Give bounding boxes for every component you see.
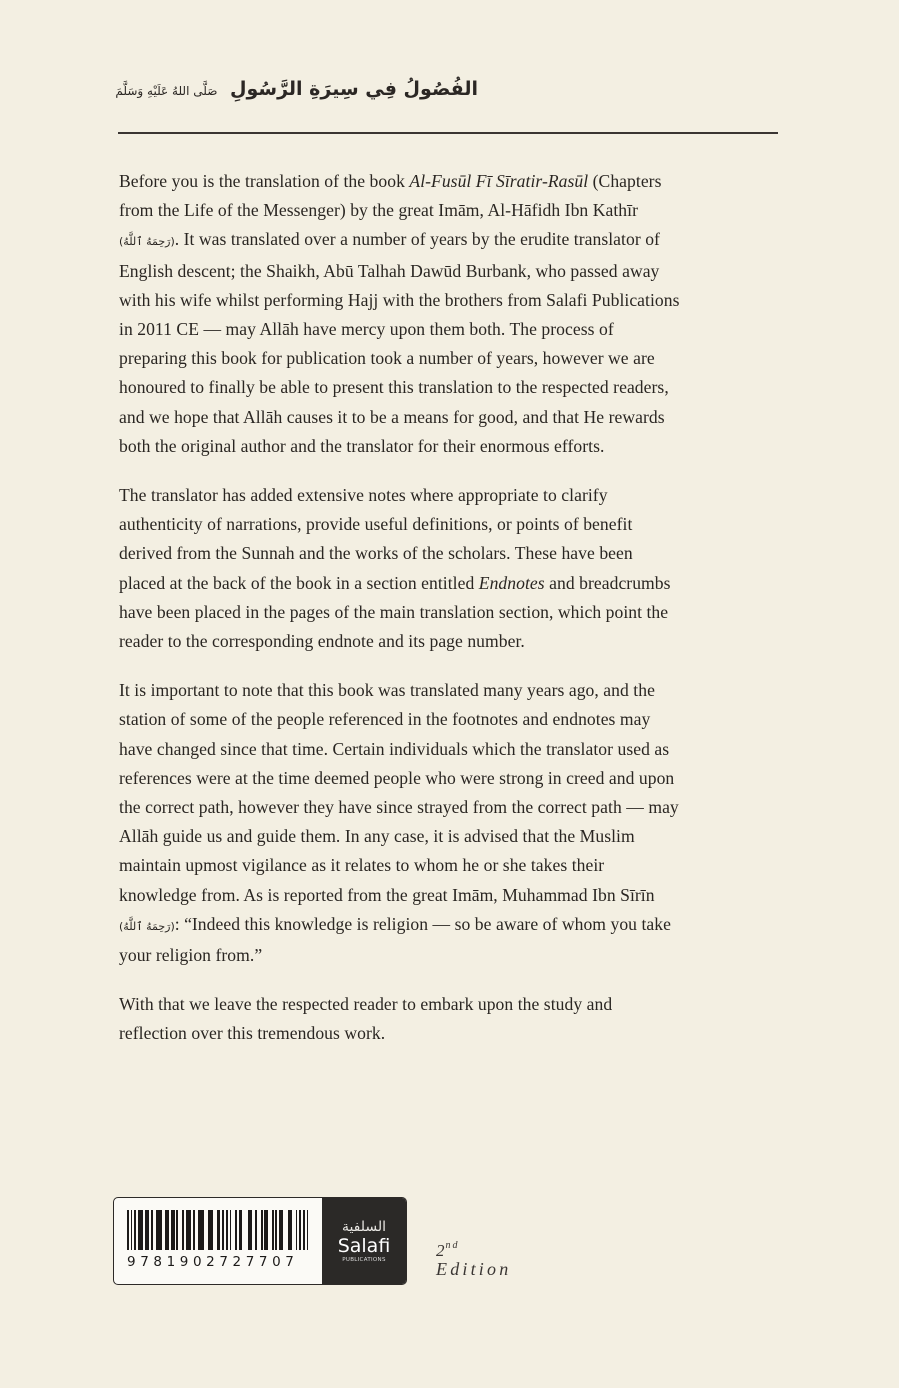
text-line: placed at the back of the book in a section entitled Endnotes and breadcrumbs — [119, 572, 671, 593]
text-line: Before you is the translation of the book Al-Fusūl Fī Sīratir-Rasūl (Chapters — [119, 171, 662, 191]
edition-suffix: nd — [445, 1240, 460, 1251]
text-line: with his wife whilst performing Hajj with the brothers from Salafi Publications — [119, 289, 680, 310]
text-line: your religion from.” — [119, 945, 263, 966]
edition-word: Edition — [436, 1259, 512, 1279]
text-line: reader to the corresponding endnote and its page number. — [119, 631, 525, 652]
text-line: and we hope that Allāh causes it to be a means for good, and that He rewards — [119, 406, 665, 427]
text-line: in 2011 CE — may Allāh have mercy upon them both. The process of — [119, 319, 614, 340]
text-line: from the Life of the Messenger) by the great Imām, Al-Hāfidh Ibn Kathīr — [119, 200, 638, 221]
text-line: references were at the time deemed people who were strong in creed and upon — [119, 767, 675, 788]
running-header-arabic-title — [115, 78, 478, 108]
text-line: have changed since that time. Certain individuals which the translator used as — [119, 738, 670, 759]
text-line: (رَحِمَهُ ٱللَّهُ). It was translated over a number of years by the erudite translator of — [119, 229, 660, 250]
arabic-honorific-inline: (رَحِمَهُ ٱللَّهُ) — [119, 235, 175, 249]
text-line: maintain upmost vigilance as it relates to whom he or she takes their — [119, 855, 605, 876]
header-divider — [118, 132, 778, 134]
text-line: reflection over this tremendous work. — [119, 1023, 386, 1044]
publisher-name: Salafi — [337, 1235, 391, 1257]
paragraph — [119, 481, 787, 656]
italic-title: Endnotes — [478, 572, 545, 593]
barcode-area — [114, 1198, 322, 1284]
arabic-honorific-inline: (رَحِمَهُ ٱللَّهُ) — [119, 919, 175, 933]
publisher-subtitle: PUBLICATIONS — [342, 1257, 386, 1263]
text-line: knowledge from. As is reported from the great Imām, Muhammad Ibn Sīrīn — [119, 884, 655, 905]
text-line: With that we leave the respected reader to embark upon the study and — [119, 994, 613, 1015]
text-line: have been placed in the pages of the main translation section, which point the — [119, 601, 669, 622]
text-line: authenticity of narrations, provide useful definitions, or points of benefit — [119, 514, 633, 535]
text-line: Allāh guide us and guide them. In any case, it is advised that the Muslim — [119, 826, 635, 847]
publisher-arabic-calligraphy: السلفية — [341, 1219, 387, 1235]
text-line: derived from the Sunnah and the works of the scholars. These have been — [119, 543, 633, 564]
text-line: (رَحِمَهُ ٱللَّهُ): “Indeed this knowledge is religion — so be aware of whom you take — [119, 913, 671, 934]
italic-title: Al-Fusūl Fī Sīratir-Rasūl — [409, 171, 589, 191]
text-line: preparing this book for publication took a number of years, however we are — [119, 348, 655, 369]
text-line: The translator has added extensive notes where appropriate to clarify — [119, 485, 608, 506]
paragraph — [119, 990, 787, 1048]
barcode-bars — [127, 1210, 309, 1250]
text-line: honoured to finally be able to present this translation to the respected readers, — [119, 377, 669, 398]
publisher-logo — [322, 1198, 406, 1284]
isbn-number: 9781902727707 — [127, 1254, 299, 1270]
text-line: both the original author and the translator for their enormous efforts. — [119, 435, 605, 456]
text-line: English descent; the Shaikh, Abū Talhah Dawūd Burbank, who passed away — [119, 260, 660, 281]
text-line: It is important to note that this book was translated many years ago, and the — [119, 680, 655, 701]
barcode-bar — [307, 1210, 309, 1250]
text-line: station of some of the people referenced in the footnotes and endnotes may — [119, 709, 651, 730]
arabic-honorific: صَلَّى اللهُ عَلَيْهِ وَسَلَّمَ — [115, 84, 218, 98]
paragraph — [119, 167, 787, 461]
edition-label — [436, 1240, 511, 1280]
arabic-title: الفُصُولُ فِي سِيرَةِ الرَّسُولِ — [230, 78, 478, 100]
edition-number: 2 — [436, 1241, 445, 1260]
paragraph — [119, 676, 787, 970]
text-line: the correct path, however they have since strayed from the correct path — may — [119, 797, 679, 818]
body-text — [119, 167, 787, 1069]
barcode-label — [113, 1197, 407, 1285]
